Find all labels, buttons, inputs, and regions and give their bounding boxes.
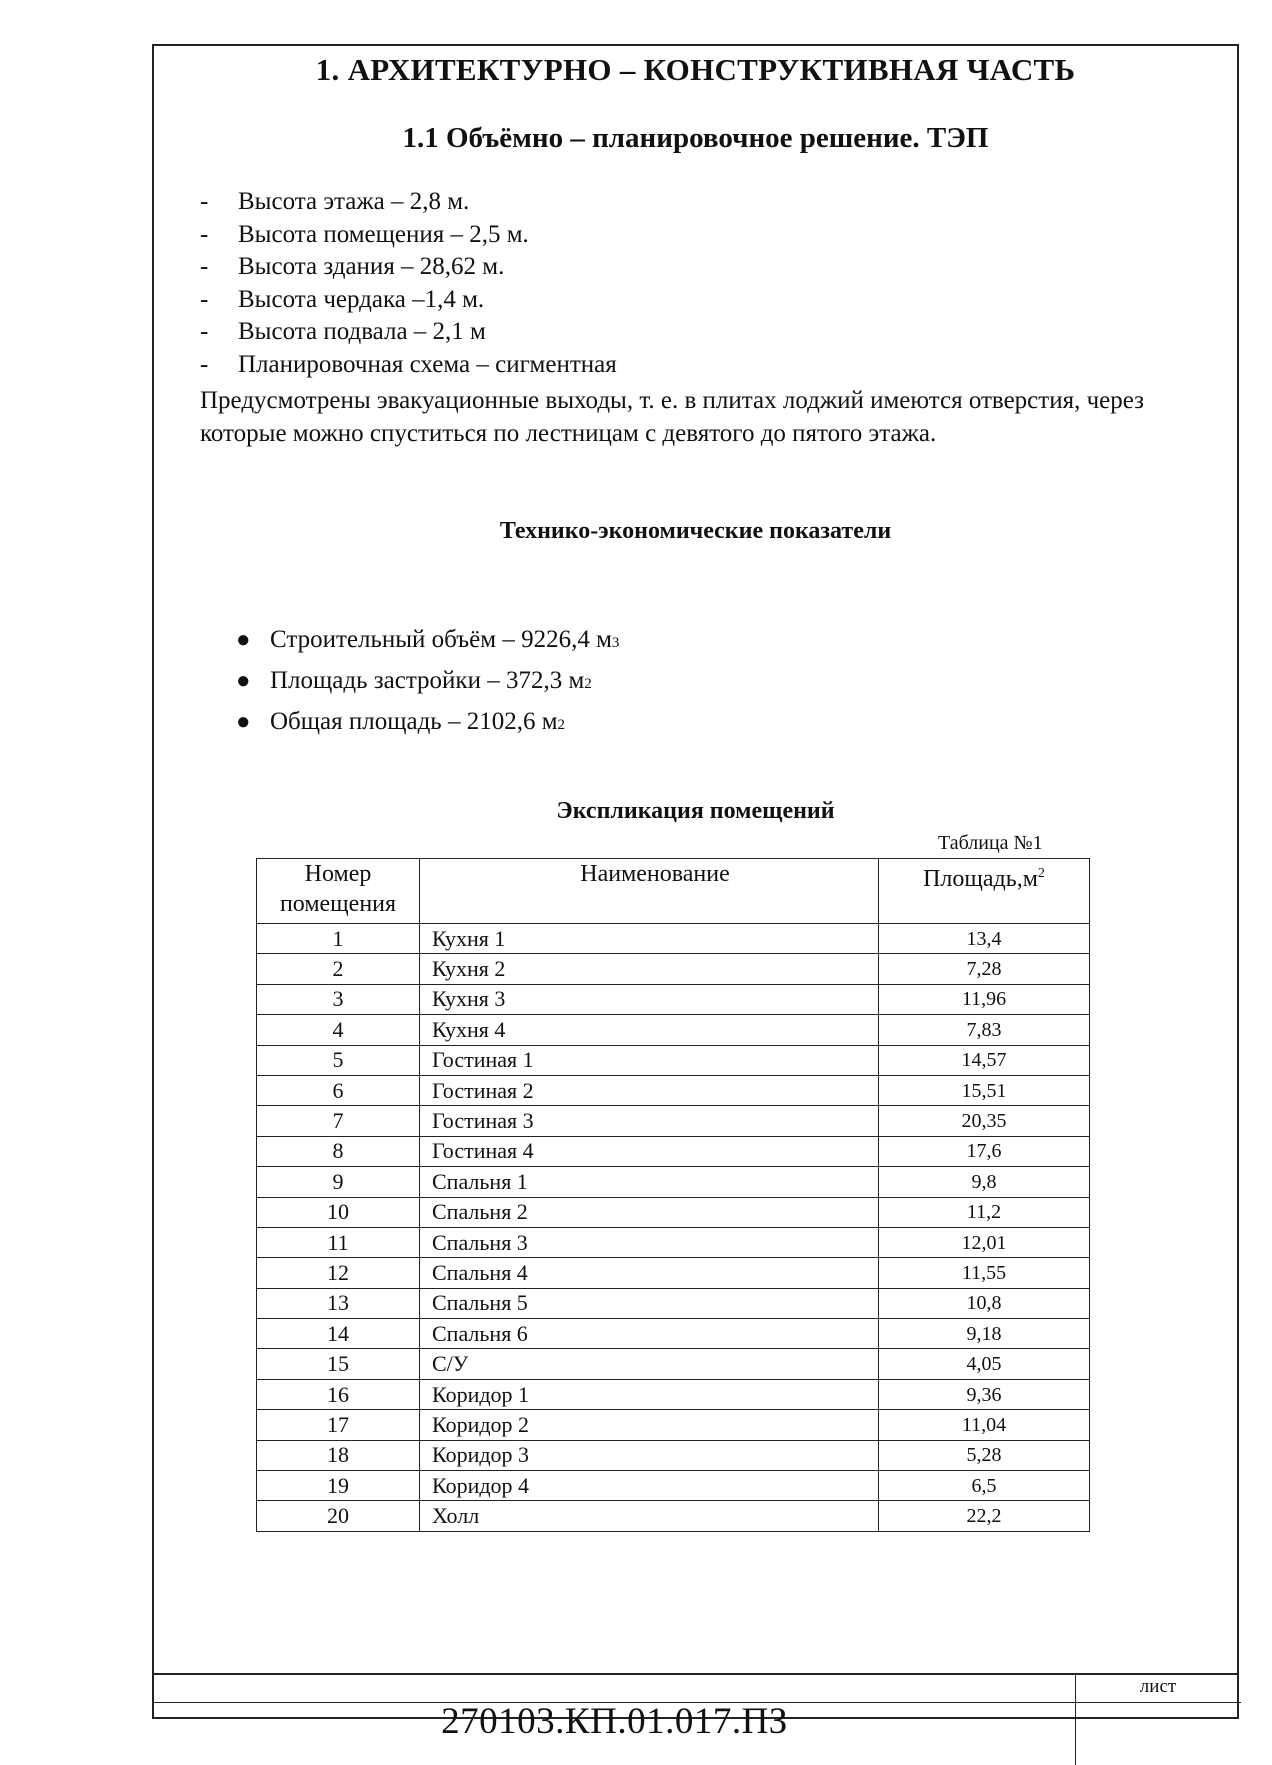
room-name: Кухня 1 — [420, 924, 879, 954]
table-row — [257, 1288, 1090, 1318]
tep-title: Технико-экономические показатели — [499, 518, 892, 544]
room-area: 11,04 — [879, 1410, 1090, 1440]
room-area: 14,57 — [879, 1045, 1090, 1075]
room-area: 11,96 — [879, 984, 1090, 1014]
room-number: 2 — [257, 954, 420, 984]
room-area: 9,8 — [879, 1167, 1090, 1197]
stamp-cell-line — [1075, 1702, 1241, 1703]
table-row — [257, 1258, 1090, 1288]
table-row — [257, 1227, 1090, 1257]
room-area: 12,01 — [879, 1227, 1090, 1257]
parameters-list — [200, 186, 617, 381]
room-number: 3 — [257, 984, 420, 1014]
table-row — [257, 1349, 1090, 1379]
room-number: 18 — [257, 1440, 420, 1470]
room-area: 11,2 — [879, 1197, 1090, 1227]
table-header-row — [257, 859, 1090, 924]
room-name: Гостиная 3 — [420, 1106, 879, 1136]
room-area: 10,8 — [879, 1288, 1090, 1318]
table-row — [257, 1075, 1090, 1105]
parameter-text: Высота чердака –1,4 м. — [238, 285, 485, 313]
room-area: 20,35 — [879, 1106, 1090, 1136]
parameter-item — [200, 316, 617, 349]
header-name: Наименование — [420, 859, 879, 924]
bullet-icon: ● — [236, 668, 251, 694]
tep-list — [236, 621, 619, 744]
bullet-icon: ● — [236, 627, 251, 653]
tep-unit-power: 2 — [584, 676, 592, 692]
document-code: 270103.КП.01.017.ПЗ — [441, 1701, 788, 1742]
parameter-text: Высота помещения – 2,5 м. — [238, 220, 529, 248]
room-name: Кухня 3 — [420, 984, 879, 1014]
room-name: С/У — [420, 1349, 879, 1379]
header-number: Номер помещения — [257, 859, 420, 924]
room-area: 9,36 — [879, 1379, 1090, 1409]
room-area: 22,2 — [879, 1501, 1090, 1531]
page-frame — [152, 44, 1239, 1742]
room-name: Коридор 1 — [420, 1379, 879, 1409]
room-number: 5 — [257, 1045, 420, 1075]
tep-text: Общая площадь – 2102,6 м — [270, 708, 558, 735]
room-number: 6 — [257, 1075, 420, 1105]
tep-unit-power: 3 — [611, 635, 620, 651]
tep-text: Площадь застройки – 372,3 м — [270, 667, 585, 694]
room-name: Гостиная 2 — [420, 1075, 879, 1105]
table-row — [257, 984, 1090, 1014]
room-number: 19 — [257, 1471, 420, 1501]
table-row — [257, 1197, 1090, 1227]
tep-item — [236, 662, 619, 703]
parameter-item — [200, 349, 617, 382]
room-area: 7,83 — [879, 1015, 1090, 1045]
room-area: 13,4 — [879, 924, 1090, 954]
section-title: 1. АРХИТЕКТУРНО – КОНСТРУКТИВНАЯ ЧАСТЬ — [315, 52, 1076, 87]
room-name: Спальня 1 — [420, 1167, 879, 1197]
table-row — [257, 1045, 1090, 1075]
dash-marker: - — [200, 285, 209, 313]
tep-item — [236, 621, 619, 662]
room-number: 12 — [257, 1258, 420, 1288]
room-number: 7 — [257, 1106, 420, 1136]
parameter-item — [200, 284, 617, 317]
room-area: 11,55 — [879, 1258, 1090, 1288]
room-number: 1 — [257, 924, 420, 954]
room-name: Кухня 4 — [420, 1015, 879, 1045]
table-number: Таблица №1 — [938, 832, 1043, 854]
table-row — [257, 1440, 1090, 1470]
room-number: 15 — [257, 1349, 420, 1379]
room-name: Коридор 4 — [420, 1471, 879, 1501]
header-area — [879, 859, 1090, 924]
dash-marker: - — [200, 350, 209, 378]
room-name: Коридор 2 — [420, 1410, 879, 1440]
room-name: Коридор 3 — [420, 1440, 879, 1470]
table-row — [257, 1471, 1090, 1501]
rooms-table — [256, 858, 1090, 1532]
parameter-text: Высота подвала – 2,1 м — [238, 318, 486, 345]
header-area-sup: 2 — [1037, 866, 1045, 881]
table-row — [257, 954, 1090, 984]
parameter-text: Высота здания – 28,62 м. — [238, 253, 505, 280]
dash-marker: - — [200, 253, 209, 280]
header-area-label: Площадь,м — [923, 866, 1038, 892]
parameter-item — [200, 219, 617, 252]
room-name: Гостиная 1 — [420, 1045, 879, 1075]
dash-marker: - — [200, 188, 209, 215]
room-number: 8 — [257, 1136, 420, 1166]
room-number: 17 — [257, 1410, 420, 1440]
parameter-text: Высота этажа – 2,8 м. — [238, 188, 470, 215]
parameter-text: Планировочная схема – сигментная — [238, 350, 617, 378]
table-row — [257, 1106, 1090, 1136]
room-name: Гостиная 4 — [420, 1136, 879, 1166]
table-row — [257, 1379, 1090, 1409]
room-number: 20 — [257, 1501, 420, 1531]
sheet-label: лист — [1139, 1676, 1177, 1697]
evacuation-paragraph: Предусмотрены эвакуационные выходы, т. е. в плитах лоджий имеются отверстия, через которые можно спуститься по лестницам с девятого до пятого этажа. — [200, 387, 1145, 447]
room-area: 9,18 — [879, 1319, 1090, 1349]
table-row — [257, 1136, 1090, 1166]
room-number: 16 — [257, 1379, 420, 1409]
tep-item — [236, 703, 619, 744]
room-area: 6,5 — [879, 1471, 1090, 1501]
tep-unit-power: 2 — [557, 717, 566, 733]
dash-marker: - — [200, 220, 209, 248]
table-row — [257, 1410, 1090, 1440]
room-number: 11 — [257, 1227, 420, 1257]
room-name: Спальня 3 — [420, 1227, 879, 1257]
room-number: 10 — [257, 1197, 420, 1227]
table-row — [257, 1319, 1090, 1349]
room-area: 5,28 — [879, 1440, 1090, 1470]
room-number: 4 — [257, 1015, 420, 1045]
table-row — [257, 924, 1090, 954]
room-area: 4,05 — [879, 1349, 1090, 1379]
bullet-icon: ● — [236, 709, 251, 735]
room-name: Спальня 2 — [420, 1197, 879, 1227]
subsection-title: 1.1 Объёмно – планировочное решение. ТЭП — [402, 122, 989, 154]
room-number: 9 — [257, 1167, 420, 1197]
table-row — [257, 1015, 1090, 1045]
room-name: Кухня 2 — [420, 954, 879, 984]
room-name: Спальня 5 — [420, 1288, 879, 1318]
room-number: 13 — [257, 1288, 420, 1318]
tep-text: Строительный объём – 9226,4 м — [270, 626, 612, 653]
room-area: 7,28 — [879, 954, 1090, 984]
room-name: Спальня 4 — [420, 1258, 879, 1288]
table-title: Экспликация помещений — [556, 798, 835, 824]
room-name: Спальня 6 — [420, 1319, 879, 1349]
parameter-item — [200, 251, 617, 284]
room-number: 14 — [257, 1319, 420, 1349]
table-row — [257, 1501, 1090, 1531]
room-area: 17,6 — [879, 1136, 1090, 1166]
room-name: Холл — [420, 1501, 879, 1531]
dash-marker: - — [200, 318, 209, 345]
parameter-item — [200, 186, 617, 219]
table-row — [257, 1167, 1090, 1197]
room-area: 15,51 — [879, 1075, 1090, 1105]
